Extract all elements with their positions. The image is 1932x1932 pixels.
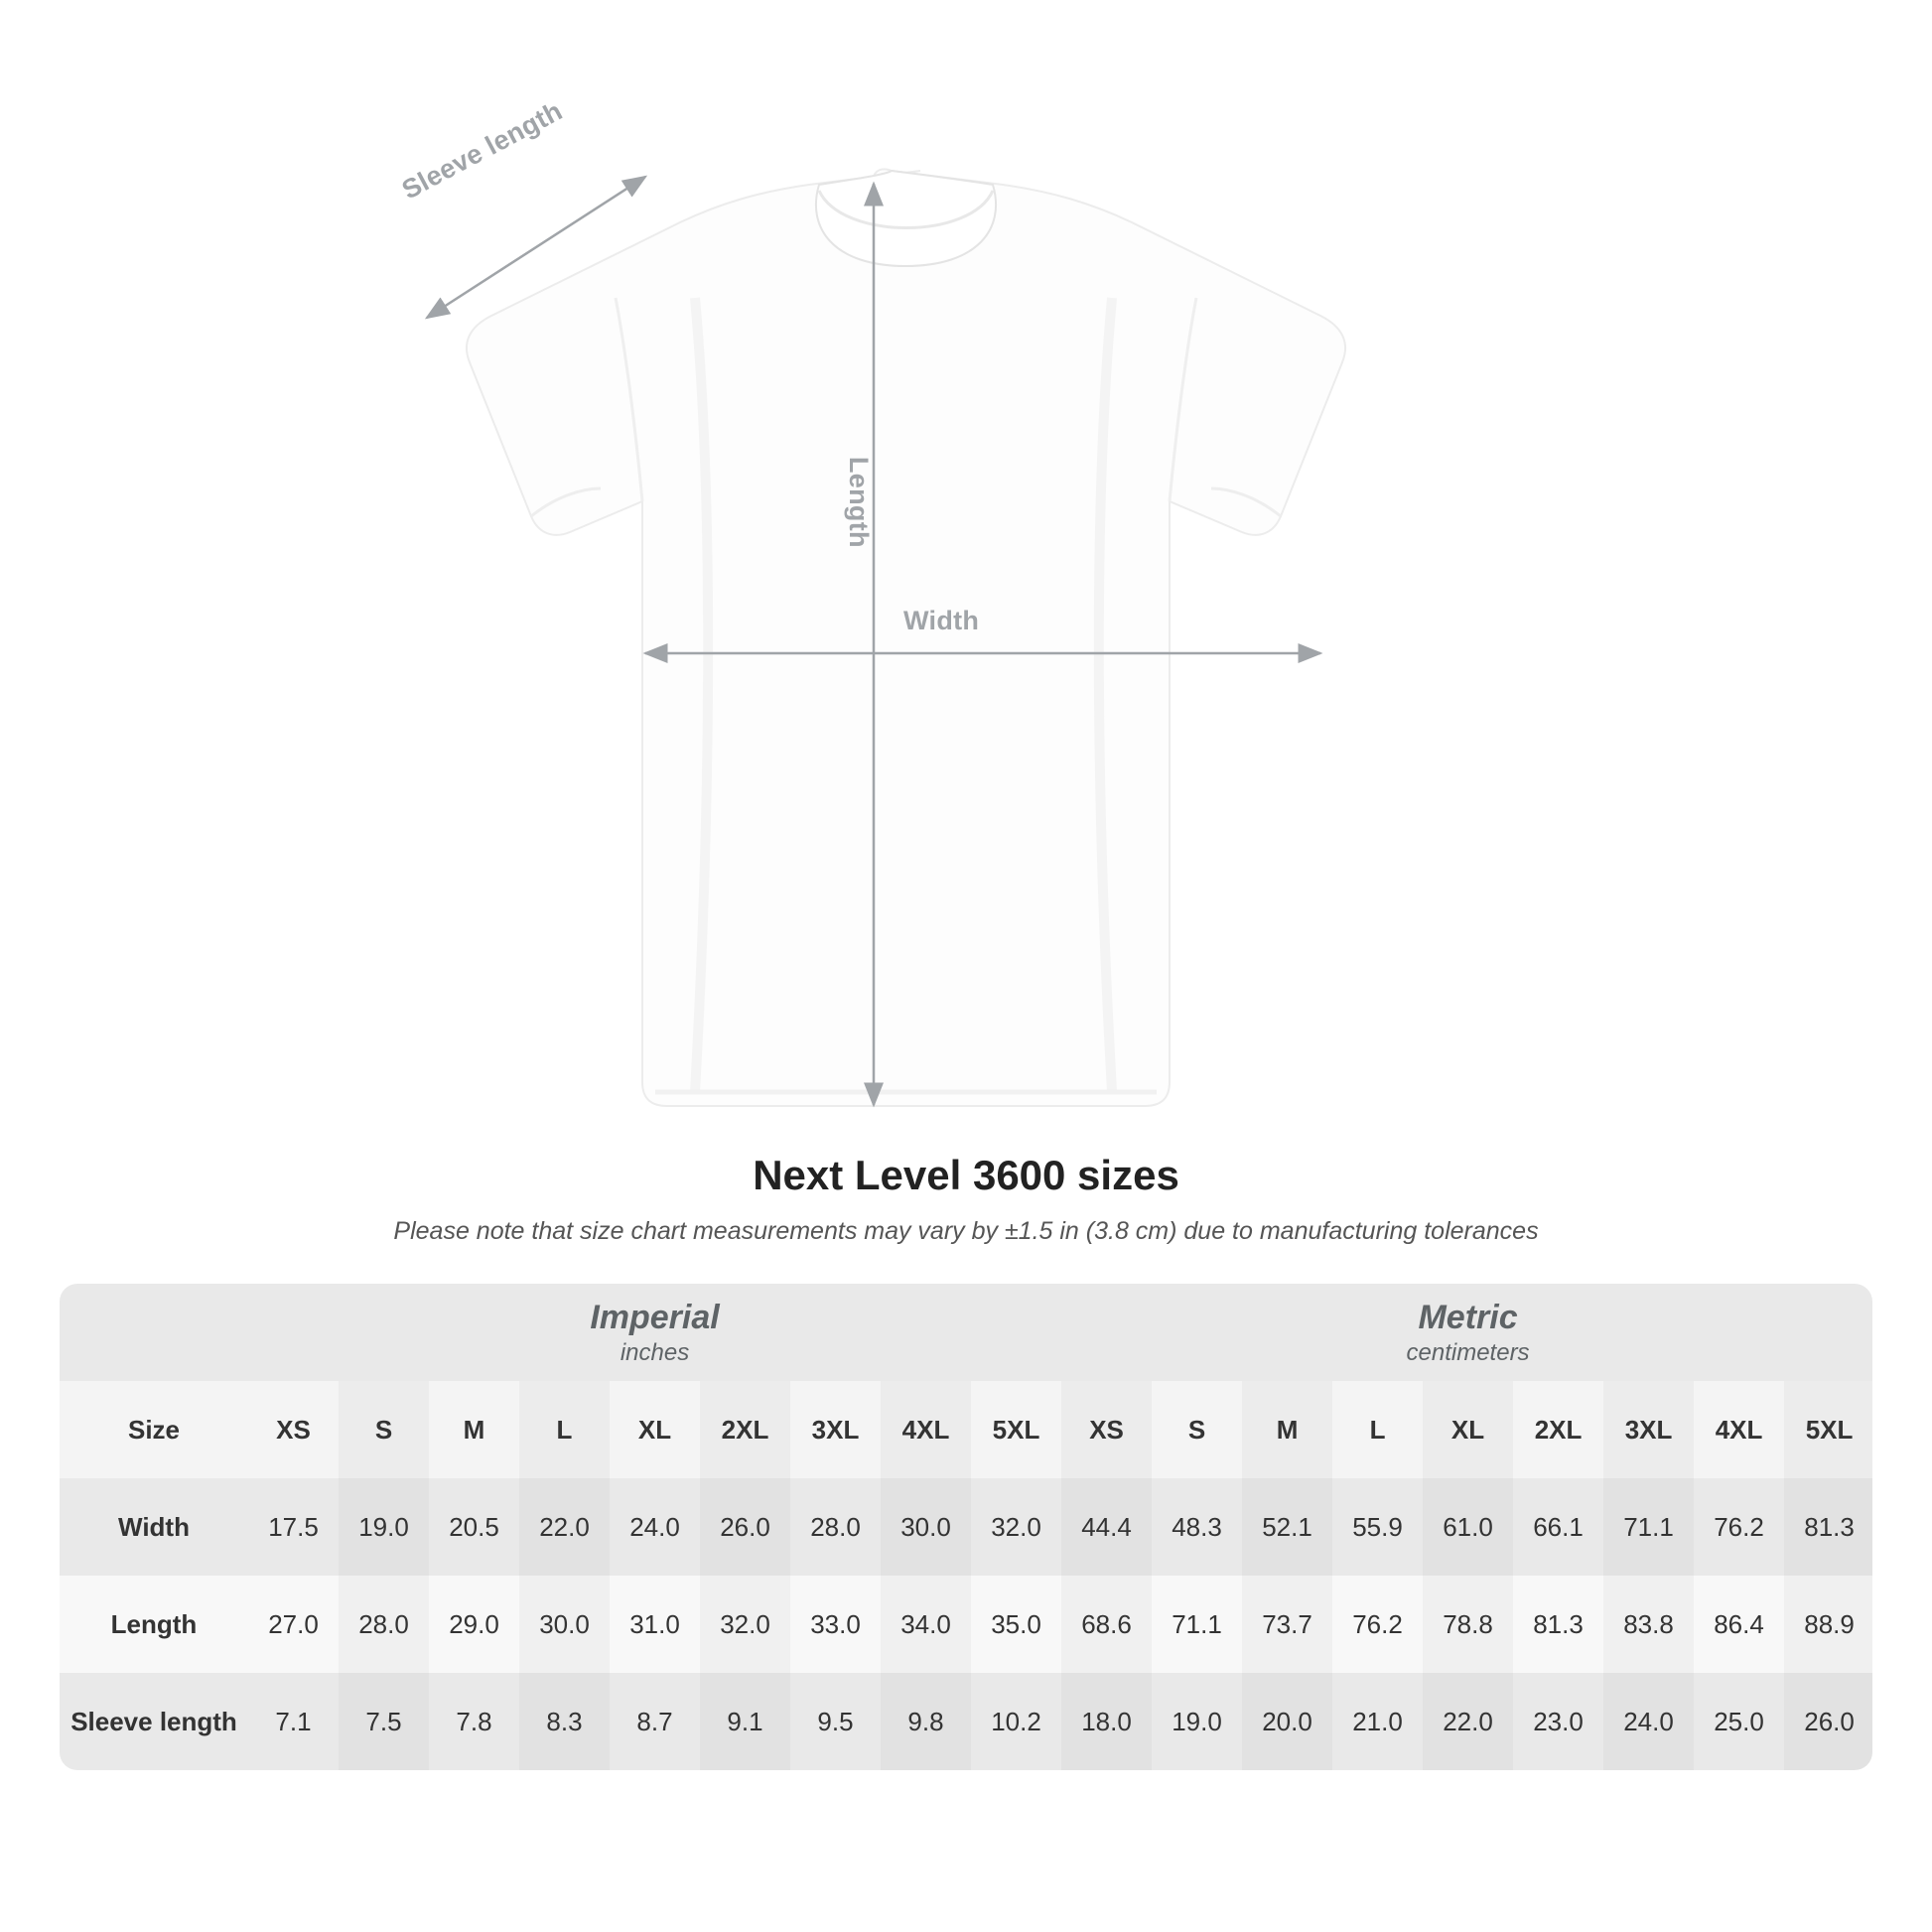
- tolerance-note: Please note that size chart measurements may vary by ±1.5 in (3.8 cm) due to manufacturing tolerances: [393, 1217, 1539, 1245]
- cell-width-metric-4xl: 76.2: [1694, 1478, 1784, 1576]
- cell-sleeve-imperial-s: 7.5: [339, 1673, 429, 1770]
- size-chart-table: [60, 1284, 1872, 1770]
- cell-length-metric-xs: 68.6: [1061, 1576, 1152, 1673]
- table-row-length: [60, 1576, 1872, 1673]
- cell-width-metric-xs: 44.4: [1061, 1478, 1152, 1576]
- cell-length-metric-xl: 78.8: [1423, 1576, 1513, 1673]
- header-imperial-4xl: 4XL: [881, 1381, 971, 1478]
- cell-width-imperial-xl: 24.0: [610, 1478, 700, 1576]
- header-metric-5xl: 5XL: [1784, 1381, 1872, 1478]
- cell-length-imperial-2xl: 32.0: [700, 1576, 790, 1673]
- table-row-sleeve-length: [60, 1673, 1872, 1770]
- table-header-row: [60, 1381, 1872, 1478]
- header-metric-xs: XS: [1061, 1381, 1152, 1478]
- header-imperial-xl: XL: [610, 1381, 700, 1478]
- length-label: Length: [844, 457, 874, 548]
- cell-length-metric-l: 76.2: [1332, 1576, 1423, 1673]
- cell-width-imperial-xs: 17.5: [248, 1478, 339, 1576]
- header-metric-2xl: 2XL: [1513, 1381, 1603, 1478]
- header-metric-s: S: [1152, 1381, 1242, 1478]
- size-row-label: Size: [60, 1381, 248, 1478]
- cell-length-metric-3xl: 83.8: [1603, 1576, 1694, 1673]
- page-title: Next Level 3600 sizes: [753, 1152, 1179, 1198]
- cell-length-metric-2xl: 81.3: [1513, 1576, 1603, 1673]
- cell-sleeve-metric-2xl: 23.0: [1513, 1673, 1603, 1770]
- header-imperial-2xl: 2XL: [700, 1381, 790, 1478]
- header-metric-xl: XL: [1423, 1381, 1513, 1478]
- header-imperial-l: L: [519, 1381, 610, 1478]
- width-label: Width: [903, 606, 980, 635]
- cell-sleeve-imperial-2xl: 9.1: [700, 1673, 790, 1770]
- cell-sleeve-metric-3xl: 24.0: [1603, 1673, 1694, 1770]
- cell-width-metric-m: 52.1: [1242, 1478, 1332, 1576]
- header-imperial-m: M: [429, 1381, 519, 1478]
- cell-length-imperial-m: 29.0: [429, 1576, 519, 1673]
- cell-length-imperial-l: 30.0: [519, 1576, 610, 1673]
- unit-band-row: [60, 1284, 1872, 1381]
- cell-length-metric-5xl: 88.9: [1784, 1576, 1872, 1673]
- cell-length-imperial-3xl: 33.0: [790, 1576, 881, 1673]
- cell-length-imperial-xl: 31.0: [610, 1576, 700, 1673]
- cell-width-metric-xl: 61.0: [1423, 1478, 1513, 1576]
- cell-width-metric-2xl: 66.1: [1513, 1478, 1603, 1576]
- cell-length-imperial-s: 28.0: [339, 1576, 429, 1673]
- unit-band-spacer: [60, 1284, 248, 1381]
- header-metric-3xl: 3XL: [1603, 1381, 1694, 1478]
- cell-width-metric-s: 48.3: [1152, 1478, 1242, 1576]
- cell-sleeve-metric-xl: 22.0: [1423, 1673, 1513, 1770]
- row-label-width: Width: [60, 1478, 248, 1576]
- cell-sleeve-imperial-xl: 8.7: [610, 1673, 700, 1770]
- imperial-unit-name: Imperial: [590, 1298, 720, 1336]
- cell-sleeve-metric-xs: 18.0: [1061, 1673, 1152, 1770]
- sleeve-length-label: Sleeve length: [397, 95, 568, 206]
- metric-unit-name: Metric: [1418, 1298, 1518, 1336]
- cell-width-metric-3xl: 71.1: [1603, 1478, 1694, 1576]
- cell-sleeve-metric-s: 19.0: [1152, 1673, 1242, 1770]
- row-label-sleeve-length: Sleeve length: [60, 1673, 248, 1770]
- cell-sleeve-metric-4xl: 25.0: [1694, 1673, 1784, 1770]
- cell-sleeve-metric-m: 20.0: [1242, 1673, 1332, 1770]
- cell-sleeve-imperial-4xl: 9.8: [881, 1673, 971, 1770]
- header-imperial-s: S: [339, 1381, 429, 1478]
- header-imperial-5xl: 5XL: [971, 1381, 1061, 1478]
- cell-sleeve-imperial-5xl: 10.2: [971, 1673, 1061, 1770]
- cell-width-imperial-2xl: 26.0: [700, 1478, 790, 1576]
- size-chart-table-wrapper: [60, 1284, 1872, 1770]
- row-label-length: Length: [60, 1576, 248, 1673]
- tshirt-shape: [467, 169, 1345, 1106]
- cell-length-metric-m: 73.7: [1242, 1576, 1332, 1673]
- cell-width-metric-l: 55.9: [1332, 1478, 1423, 1576]
- header-imperial-xs: XS: [248, 1381, 339, 1478]
- table-row-width: [60, 1478, 1872, 1576]
- header-metric-m: M: [1242, 1381, 1332, 1478]
- cell-width-imperial-l: 22.0: [519, 1478, 610, 1576]
- cell-sleeve-imperial-l: 8.3: [519, 1673, 610, 1770]
- cell-length-metric-4xl: 86.4: [1694, 1576, 1784, 1673]
- cell-length-imperial-5xl: 35.0: [971, 1576, 1061, 1673]
- metric-unit-sub: centimeters: [1406, 1339, 1530, 1367]
- header-imperial-3xl: 3XL: [790, 1381, 881, 1478]
- cell-width-imperial-s: 19.0: [339, 1478, 429, 1576]
- header-metric-l: L: [1332, 1381, 1423, 1478]
- cell-length-imperial-4xl: 34.0: [881, 1576, 971, 1673]
- cell-sleeve-imperial-3xl: 9.5: [790, 1673, 881, 1770]
- cell-sleeve-metric-5xl: 26.0: [1784, 1673, 1872, 1770]
- cell-sleeve-metric-l: 21.0: [1332, 1673, 1423, 1770]
- metric-unit-header: [1061, 1284, 1872, 1381]
- cell-width-imperial-4xl: 30.0: [881, 1478, 971, 1576]
- cell-width-imperial-m: 20.5: [429, 1478, 519, 1576]
- cell-length-metric-s: 71.1: [1152, 1576, 1242, 1673]
- cell-width-metric-5xl: 81.3: [1784, 1478, 1872, 1576]
- title-block: [0, 1152, 1932, 1246]
- imperial-unit-header: [248, 1284, 1061, 1381]
- cell-length-imperial-xs: 27.0: [248, 1576, 339, 1673]
- cell-sleeve-imperial-m: 7.8: [429, 1673, 519, 1770]
- cell-width-imperial-3xl: 28.0: [790, 1478, 881, 1576]
- cell-sleeve-imperial-xs: 7.1: [248, 1673, 339, 1770]
- imperial-unit-sub: inches: [620, 1339, 690, 1367]
- header-metric-4xl: 4XL: [1694, 1381, 1784, 1478]
- cell-width-imperial-5xl: 32.0: [971, 1478, 1061, 1576]
